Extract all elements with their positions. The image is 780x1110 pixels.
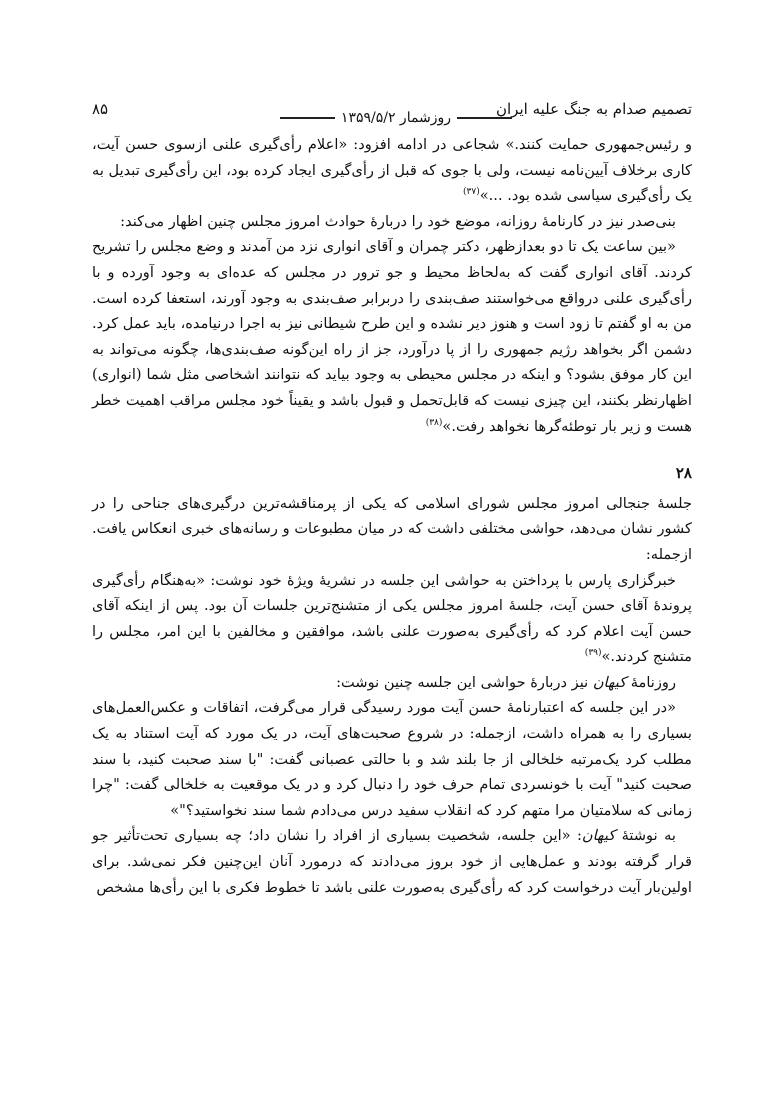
paragraph [92, 823, 692, 900]
newspaper-name: کیهان [581, 827, 616, 845]
book-title: تصمیم صدام به جنگ علیه ایران [496, 100, 692, 118]
paragraph-text: «بین ساعت یک تا دو بعدازظهر، دکتر چمران و آقای انواری نزد من آمدند و وضع مجلس را تشریح کردند. آقای انواری گفت که به‌لحاظ محیط و جو ترور در مجلس که عده‌ای به وجود آورده و با رأی‌گیری علنی درواقع می‌خواستند صف‌بندی را دربرابر صف‌بندی به وجود آورند، استعفا کرده است. من به او گفتم تا زود است و هنوز دیر نشده و این طرح شیطانی نیز به اجرا درنیامده، باید عمل کرد. دشمن اگر بخواهد رژیم جمهوری را از پا درآورد، جز از راه این‌گونه صف‌بندی‌ها، چگونه می‌تواند به این کار موفق بشود؟ و اینکه در مجلس محیطی به وجود بیاید که نتوانند اشخاصی مثل شما (انواری) اظهارنظر بکنند، این چیزی نیست که قابل‌تحمل و قبول باشد و یقیناً خود مجلس مراقب اهمیت خطر هست و زیر بار توطئه‌گرها نخواهد رفت.» [92, 238, 692, 435]
page-number: ۸۵ [92, 100, 109, 118]
section-number: ۲۸ [675, 464, 692, 483]
footnote-ref: (۳۸) [425, 417, 443, 428]
footnote-ref: (۳۷) [463, 187, 480, 198]
paragraph [92, 670, 692, 696]
header-rule-line [280, 117, 335, 119]
paragraph [92, 132, 692, 209]
book-page [92, 88, 692, 900]
paragraph-text: نیز دربارهٔ حواشی این جلسه چنین نوشت: [336, 673, 593, 691]
diary-date: روزشمار ۱۳۵۹/۵/۲ [340, 110, 452, 126]
paragraph: جلسهٔ جنجالی امروز مجلس شورای اسلامی که یکی از پرمناقشه‌ترین درگیری‌های جناحی را در کشور نشان می‌دهد، حواشی مختلفی داشت که در میان مطبوعات و رسانه‌های خبری انعکاس یافت. ازجمله: [92, 494, 692, 563]
paragraph [92, 234, 692, 439]
paragraph [92, 568, 692, 670]
page-body [92, 132, 692, 900]
paragraph-text: و رئیس‌جمهوری حمایت کنند.» شجاعی در ادامه افزود: «اعلام رأی‌گیری علنی ازسوی حسن آیت، کاری برخلاف آیین‌نامه نیست، ولی با جوی که قبل از رأی‌گیری ایجاد کرده بود، این رأی‌گیری تبدیل به یک رأی‌گیری سیاسی شده بود. ...» [92, 136, 692, 205]
header-rule [280, 110, 512, 126]
header-rule-line [457, 117, 512, 119]
paragraph-text: : «این جلسه، شخصیت بسیاری از افراد را نشان داد؛ چه بسیاری تحت‌تأثیر جو قرار گرفته بودند و عمل‌هایی از خود بروز می‌دادند که درمورد آنان این‌چنین فکر نمی‌شد. برای اولین‌بار آیت درخواست کرد که رأی‌گیری به‌صورت علنی باشد تا خطوط فکری با این رأی‌ها مشخص [92, 827, 692, 896]
paragraph-text: خبرگزاری پارس با پرداختن به حواشی این جلسه در نشریهٔ ویژهٔ خود نوشت: «به‌هنگام رأی‌گیری پروندهٔ آقای حسن آیت، جلسهٔ امروز مجلس یکی از متشنج‌ترین جلسات آن بود. پس از اینکه آقای حسن آیت اعلام کرد که رأی‌گیری به‌صورت علنی باشد، موافقین و مخالفین با این امر، مجلس را متشنج کردند.» [92, 571, 692, 666]
paragraph-text: به نوشتهٔ [615, 827, 676, 845]
footnote-ref: (۳۹) [584, 648, 602, 659]
paragraph: بنی‌صدر نیز در کارنامهٔ روزانه، موضع خود را دربارهٔ حوادث امروز مجلس چنین اظهار می‌کند: [120, 212, 676, 230]
paragraph-text: روزنامهٔ [626, 673, 676, 691]
paragraph: «در این جلسه که اعتبارنامهٔ حسن آیت مورد رسیدگی قرار می‌گرفت، اتفاقات و عکس‌العمل‌های بسیاری را به همراه داشت، ازجمله: در شروع صحبت‌های آیت، در یک مورد که آیت استناد به یک مطلب کرد یک‌مرتبه خلخالی از جا بلند شد و با حالتی عصبانی گفت: "با سند صحبت کنید، با سند صحبت کنید" آیت با خونسردی تمام حرف خود را دنبال کرد و در یک موقعیت به خلخالی گفت: "چرا زمانی که سلامتیان مرا متهم کرد که انقلاب سفید درس می‌دادم شما سند نخواستید؟"» [92, 699, 692, 819]
newspaper-name: کیهان [592, 673, 627, 691]
